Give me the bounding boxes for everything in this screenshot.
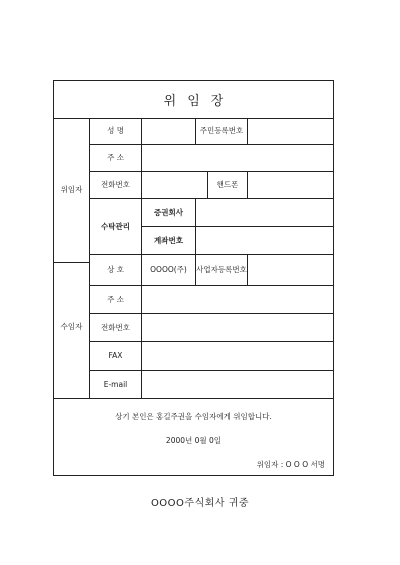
name-field[interactable]	[142, 118, 196, 145]
account-number-label: 계좌번호	[142, 227, 196, 255]
fax-label: FAX	[90, 342, 142, 371]
securities-company-label: 증권회사	[142, 199, 196, 227]
date-text: 2000년 0월 0일	[165, 436, 222, 445]
address-label: 주 소	[90, 145, 142, 172]
fax-field[interactable]	[142, 342, 333, 371]
delegate-address-field[interactable]	[142, 286, 333, 314]
business-number-label: 사업자등록번호	[196, 255, 248, 286]
statement-text: 상기 본인은 홍길주권을 수임자에게 위임합니다.	[115, 412, 272, 421]
resident-number-label: 주민등록번호	[196, 118, 248, 145]
recipient-line: OOOO주식회사 귀중	[150, 498, 250, 509]
signature-line: 위임자 : O O O 서명	[256, 460, 325, 469]
email-label: E-mail	[90, 371, 142, 399]
delegator-section-label: 위임자	[54, 118, 90, 263]
phone-label: 전화번호	[90, 172, 142, 199]
company-name-label: 상 호	[90, 255, 142, 286]
securities-company-field[interactable]	[196, 199, 333, 227]
delegate-section-label: 수임자	[54, 255, 90, 399]
custody-label: 수탁관리	[90, 199, 142, 255]
delegate-address-label: 주 소	[90, 286, 142, 314]
page-title: 위임장	[163, 94, 235, 109]
phone-field[interactable]	[142, 172, 208, 199]
company-name-field[interactable]: OOOO(주)	[142, 255, 196, 286]
name-label: 성 명	[90, 118, 142, 145]
resident-number-field[interactable]	[248, 118, 333, 145]
power-of-attorney-form	[53, 80, 334, 476]
address-field[interactable]	[142, 145, 333, 172]
delegate-phone-field[interactable]	[142, 314, 333, 342]
mobile-field[interactable]	[248, 172, 333, 199]
account-number-field[interactable]	[196, 227, 333, 255]
mobile-label: 핸드폰	[208, 172, 248, 199]
business-number-field[interactable]	[248, 255, 333, 286]
email-field[interactable]	[142, 371, 333, 399]
statement-area	[54, 399, 333, 475]
delegate-phone-label: 전화번호	[90, 314, 142, 342]
form-title-row	[54, 81, 333, 119]
